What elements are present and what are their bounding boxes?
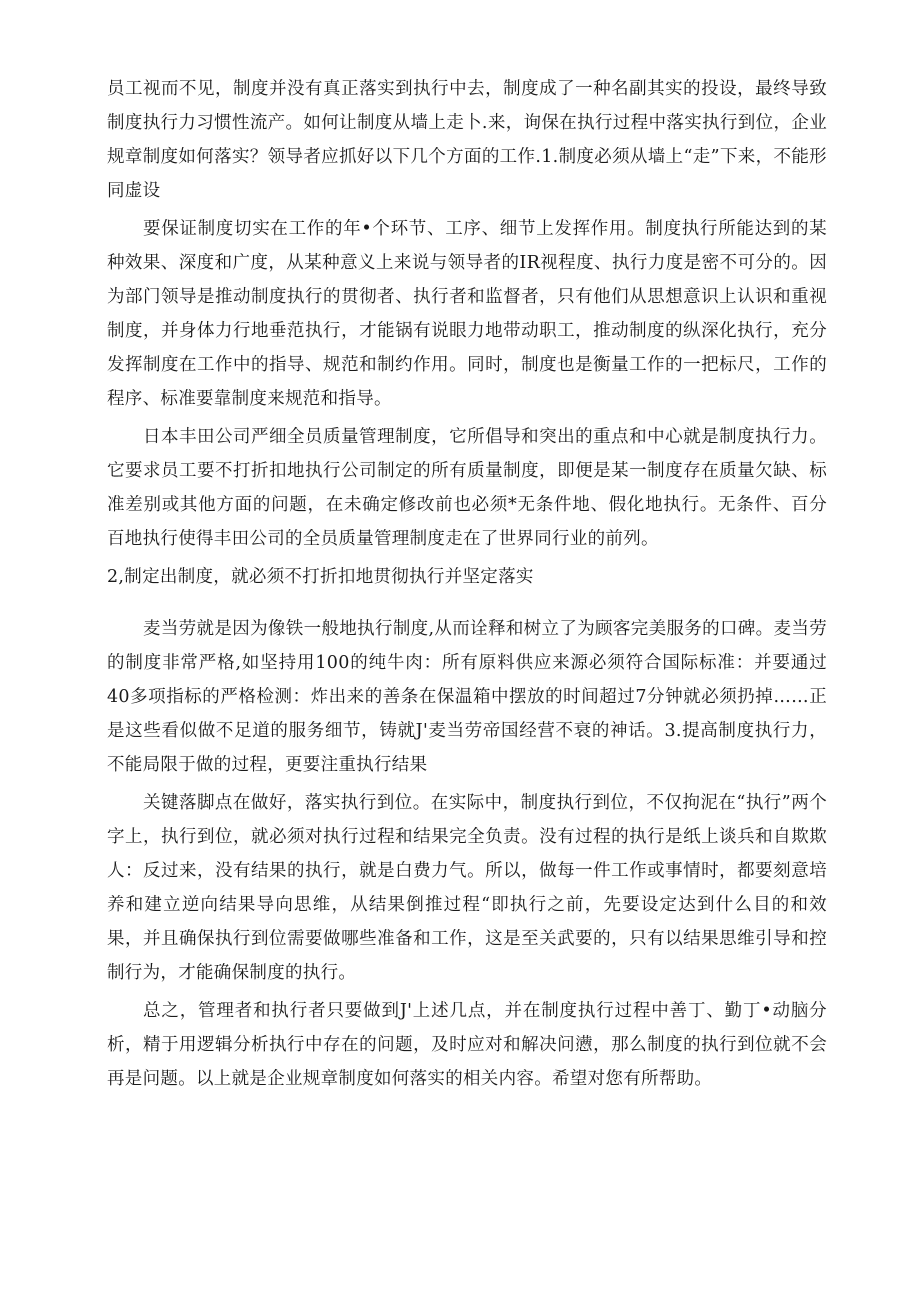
section-heading-2: 2,制定出制度，就必须不打折扣地贯彻执行并坚定落实 (107, 567, 534, 587)
paragraph-mcdonalds: 麦当劳就是因为像铁一般地执行制度,从而诠释和树立了为顾客完美服务的口碑。麦当劳的制度非常严格,如坚持用100的纯牛肉：所有原料供应来源必须符合国际标准：并要通过40多项指标的严格检测：炸出来的善条在保温箱中摆放的时间超过7分钟就必须扔掉……正是这些看似做不足道的服务细节，铸就J'麦当劳帝国经营不衰的神话。3.提高制度执行力，不能局限于做的过程，更要注重执行结果 (107, 619, 827, 775)
paragraph-results: 关键落脚点在做好，落实执行到位。在实际中，制度执行到位，不仅拘泥在“执行”两个字上，执行到位，就必须对执行过程和结果完全负责。没有过程的执行是纸上谈兵和自欺欺人：反过来，没有结果的执行，就是白费力气。所以，做每一件工作或事情时，都要刻意培养和建立逆向结果导向思维，从结果倒推过程“即执行之前，先要设定达到什么目的和效果，并且确保执行到位需要做哪些准备和工作，这是至关武要的，只有以结果思维引导和控制行为，才能确保制度的执行。 (107, 793, 827, 983)
paragraph-toyota: 日本丰田公司严细全员质量管理制度，它所倡导和突出的重点和中心就是制度执行力。它要求员工要不打折扣地执行公司制定的所有质量制度，即便是某一制度存在质量欠缺、标准差别或其他方面的问题，在未确定修改前也必须*无条件地、假化地执行。无条件、百分百地执行使得丰田公司的全员质量管理制度走在了世界同行业的前列。 (107, 427, 827, 549)
paragraph-conclusion: 总之，管理者和执行者只要做到J'上述几点，并在制度执行过程中善丁、勤丁•动脑分析，精于用逻辑分析执行中存在的问题，及时应对和解决问懑，那么制度的执行到位就不会再是问题。以上就是企业规章制度如何落实的相关内容。希望对您有所帮助。 (107, 1001, 827, 1089)
paragraph-intro: 员工视而不见，制度并没有真正落实到执行中去，制度成了一种名副其实的投设，最终导致制度执行力习惯性流产。如何让制度从墙上走卜.来，询保在执行过程中落实执行到位，企业规章制度如何落实？领导者应抓好以下几个方面的工作.1.制度必须从墙上“走”下来，不能形同虚设 (107, 79, 827, 201)
paragraph-leadership: 要保证制度切实在工作的年•个环节、工序、细节上发挥作用。制度执行所能达到的某种效果、深度和广度，从某种意义上来说与领导者的IR视程度、执行力度是密不可分的。因为部门领导是推动制度执行的贯彻者、执行者和监督者，只有他们从思想意识上认识和重视制度，并身体力行地垂范执行，才能锅有说眼力地带动职工，推动制度的纵深化执行，充分发挥制度在工作中的指导、规范和制约作用。同时，制度也是衡量工作的一把标尺，工作的程序、标准要靠制度来规范和指导。 (107, 219, 827, 409)
document-body (107, 72, 827, 1096)
